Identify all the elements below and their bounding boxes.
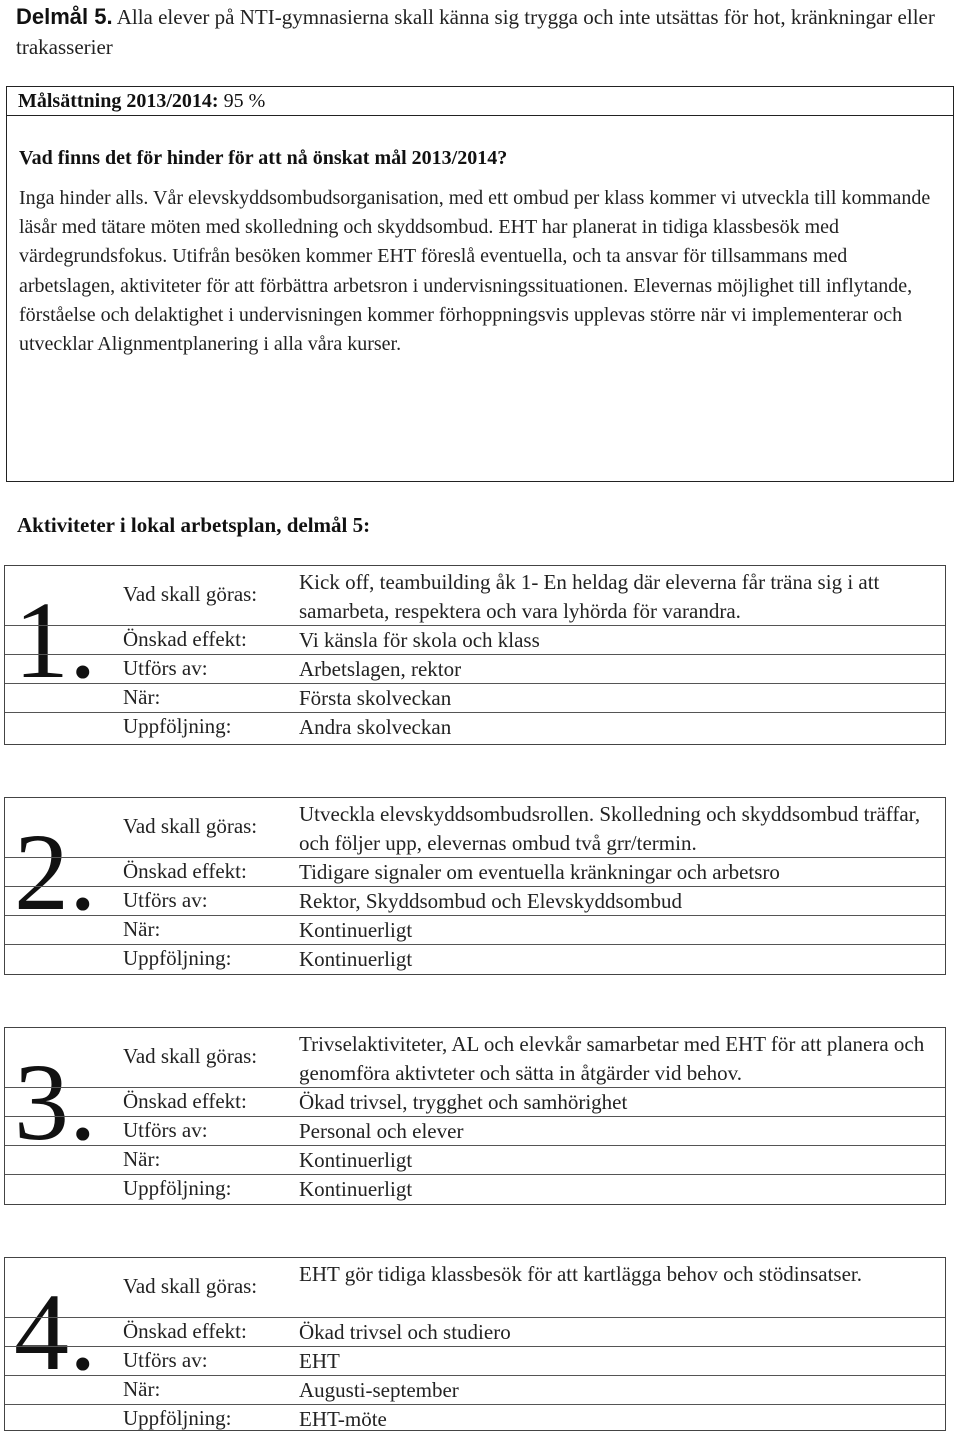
- value-when: Augusti-september: [299, 1378, 459, 1402]
- goal-title: [16, 2, 946, 62]
- activities-heading: Aktiviteter i lokal arbetsplan, delmål 5:: [17, 513, 371, 537]
- row-when: [5, 683, 945, 713]
- row-by: [5, 1346, 945, 1376]
- row-when: [5, 1145, 945, 1175]
- label-what: Vad skall göras:: [123, 582, 258, 606]
- value-what: Kick off, teambuilding åk 1- En heldag där eleverna får träna sig i att samarbeta, respektera och vara lyhörda för varandra.: [299, 570, 880, 623]
- activity-number: 4.: [14, 1271, 97, 1393]
- value-effect: Ökad trivsel, trygghet och samhörighet: [299, 1090, 628, 1114]
- value-what: Utveckla elevskyddsombudsrollen. Skolledning och skyddsombud träffar, och följer upp, elevernas ombud två grr/termin.: [299, 802, 921, 855]
- target-label: Målsättning 2013/2014:: [18, 90, 219, 112]
- label-when: När:: [123, 917, 161, 941]
- value-followup: Kontinuerligt: [299, 947, 413, 971]
- row-when: [5, 915, 945, 945]
- label-effect: Önskad effekt:: [123, 627, 247, 651]
- label-effect: Önskad effekt:: [123, 859, 247, 883]
- value-what: Trivselaktiviteter, AL och elevkår samarbetar med EHT för att planera och genomföra aktivteter och sätta in åtgärder vid behov.: [299, 1032, 925, 1085]
- value-followup: EHT-möte: [299, 1407, 387, 1431]
- value-by: Personal och elever: [299, 1119, 464, 1143]
- obstacles-question: Vad finns det för hinder för att nå önskat mål 2013/2014?: [19, 147, 508, 169]
- label-what: Vad skall göras:: [123, 814, 258, 838]
- label-followup: Uppföljning:: [123, 1406, 232, 1430]
- goal-number: Delmål 5.: [16, 4, 113, 29]
- label-when: När:: [123, 685, 161, 709]
- value-by: EHT: [299, 1349, 340, 1373]
- value-effect: Tidigare signaler om eventuella kränkningar och arbetsro: [299, 860, 780, 884]
- row-by: [5, 886, 945, 916]
- target-value: 95 %: [223, 90, 266, 112]
- value-when: Första skolveckan: [299, 686, 452, 710]
- activity-table: [4, 1027, 946, 1205]
- row-by: [5, 654, 945, 684]
- label-by: Utförs av:: [123, 888, 208, 912]
- value-when: Kontinuerligt: [299, 918, 413, 942]
- row-what: [5, 1258, 945, 1317]
- label-by: Utförs av:: [123, 656, 208, 680]
- target-row: [6, 86, 954, 116]
- value-effect: Vi känsla för skola och klass: [299, 628, 540, 652]
- row-what: [5, 1028, 945, 1087]
- obstacles-answer: Inga hinder alls. Vår elevskyddsombudsorganisation, med ett ombud per klass kommer vi utveckla till kommande läsår med tätare möten med skolledning och skyddsombud. EHT har planerat in tidiga klassbesök med värdegrundsfokus. Utifrån besöken kommer EHT föreslå eventuella, och ta ansvar för tillsammans med arbetslagen, aktiviteter för att förbättra arbetsron i undervisningssituationen. Elevernas möjlighet till inflytande, förståelse och delaktighet i undervisningen kommer förhoppningsvis upplevas större när vi implementerar och utvecklar Alignmentplanering i alla våra kurser.: [19, 187, 931, 356]
- label-what: Vad skall göras:: [123, 1274, 258, 1298]
- value-followup: Kontinuerligt: [299, 1177, 413, 1201]
- row-effect: [5, 625, 945, 655]
- activity-table: [4, 797, 946, 975]
- row-followup: [5, 712, 945, 745]
- label-when: När:: [123, 1147, 161, 1171]
- label-by: Utförs av:: [123, 1348, 208, 1372]
- label-what: Vad skall göras:: [123, 1044, 258, 1068]
- activity-table: [4, 1257, 946, 1431]
- activity-number: 3.: [14, 1041, 97, 1163]
- activity-number: 2.: [14, 811, 97, 933]
- row-followup: [5, 944, 945, 975]
- value-effect: Ökad trivsel och studiero: [299, 1320, 511, 1344]
- row-effect: [5, 1087, 945, 1117]
- label-when: När:: [123, 1377, 161, 1401]
- row-effect: [5, 857, 945, 887]
- obstacles-box: [6, 116, 954, 482]
- row-what: [5, 798, 945, 857]
- row-what: [5, 566, 945, 625]
- row-when: [5, 1375, 945, 1405]
- goal-description: Alla elever på NTI-gymnasierna skall känna sig trygga och inte utsättas för hot, kränkningar eller trakasserier: [16, 5, 935, 59]
- label-followup: Uppföljning:: [123, 1176, 232, 1200]
- row-followup: [5, 1404, 945, 1431]
- label-followup: Uppföljning:: [123, 946, 232, 970]
- label-effect: Önskad effekt:: [123, 1319, 247, 1343]
- row-effect: [5, 1317, 945, 1347]
- value-what: EHT gör tidiga klassbesök för att kartlägga behov och stödinsatser.: [299, 1262, 862, 1286]
- value-when: Kontinuerligt: [299, 1148, 413, 1172]
- value-by: Rektor, Skyddsombud och Elevskyddsombud: [299, 889, 682, 913]
- row-by: [5, 1116, 945, 1146]
- activity-table: [4, 565, 946, 745]
- activity-number: 1.: [14, 579, 97, 701]
- value-by: Arbetslagen, rektor: [299, 657, 462, 681]
- label-by: Utförs av:: [123, 1118, 208, 1142]
- label-effect: Önskad effekt:: [123, 1089, 247, 1113]
- value-followup: Andra skolveckan: [299, 715, 452, 739]
- row-followup: [5, 1174, 945, 1205]
- label-followup: Uppföljning:: [123, 714, 232, 738]
